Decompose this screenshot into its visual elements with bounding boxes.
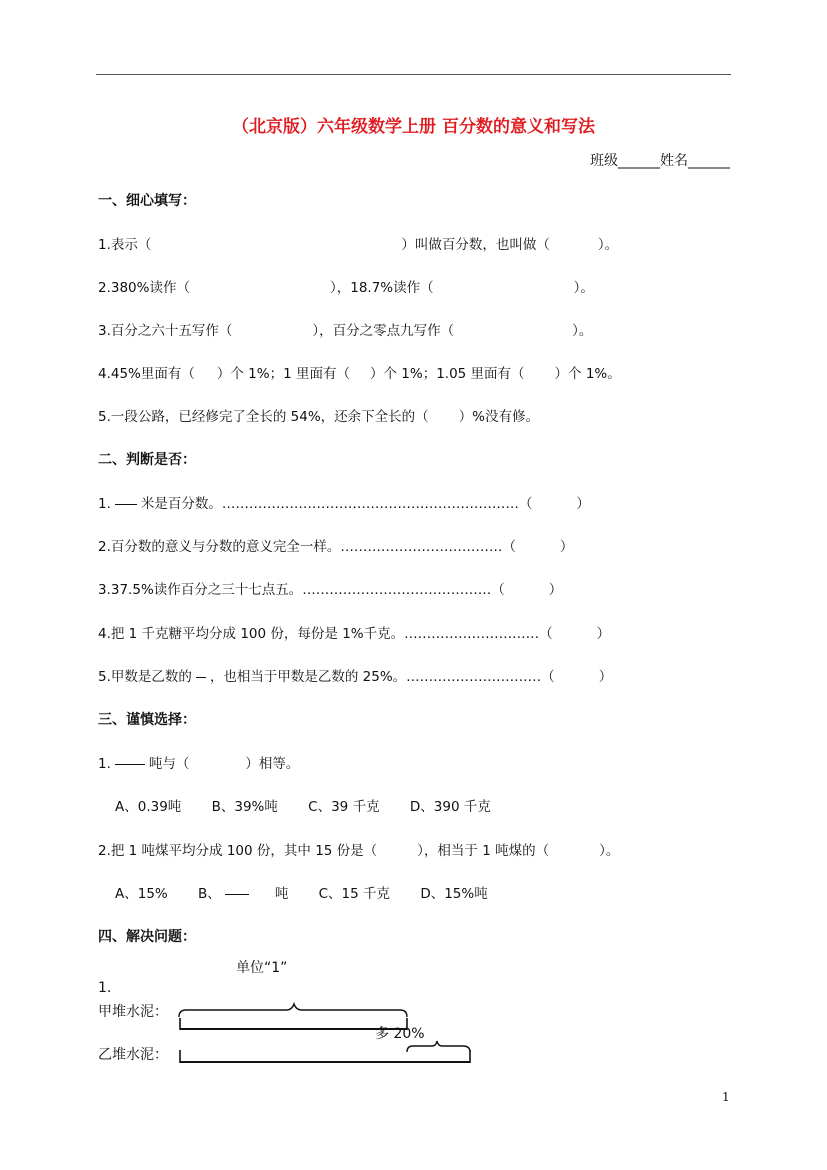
judge-question-3: 3.37.5%读作百分之三十七点五。……………………………………（ ） xyxy=(98,582,563,598)
section-heading-fill: 一、细心填写： xyxy=(98,193,196,209)
section-heading-problem: 四、解决问题： xyxy=(98,929,196,945)
extra-brace xyxy=(407,1041,470,1052)
judge-question-2: 2.百分数的意义与分数的意义完全一样。………………………………（ ） xyxy=(98,539,574,555)
option-d: D、15%吨 xyxy=(420,886,488,902)
option-a: A、0.39吨 xyxy=(115,799,182,815)
section-heading-choice: 三、谨慎选择： xyxy=(98,712,196,728)
fill-question-3: 3.百分之六十五写作（ ），百分之零点九写作（ ）。 xyxy=(98,323,593,339)
unit-brace xyxy=(179,1004,407,1017)
more-percent-label: 多 20% xyxy=(375,1026,425,1042)
judge-question-5: 5.甲数是乙数的 ，也相当于甲数是乙数的 25%。…………………………（ ） xyxy=(98,669,613,685)
fill-question-2: 2.380%读作（ ），18.7%读作（ ）。 xyxy=(98,280,594,296)
section-heading-judge: 二、判断是否： xyxy=(98,452,196,468)
choice-question-2: 2.把 1 吨煤平均分成 100 份，其中 15 份是（ ），相当于 1 吨煤的（ ）。 xyxy=(98,843,620,859)
problem-number: 1. xyxy=(98,980,112,996)
judge-question-4: 4.把 1 千克糖平均分成 100 份，每份是 1%千克。…………………………（ ） xyxy=(98,626,611,642)
page-title: （北京版）六年级数学上册 百分数的意义和写法 xyxy=(232,117,595,137)
fill-question-4: 4.45%里面有（ ）个 1%；1 里面有（ ）个 1%；1.05 里面有（ ）个 1%。 xyxy=(98,366,621,382)
class-name-line: 班级______姓名______ xyxy=(590,153,730,169)
option-d: D、390 千克 xyxy=(409,799,491,815)
fill-question-1: 1.表示（ ）叫做百分数，也叫做（ ）。 xyxy=(98,237,619,253)
choice-question-1: 1. 吨与（ ）相等。 xyxy=(98,756,300,772)
jia-label: 甲堆水泥： xyxy=(98,1004,168,1020)
option-c: C、15 千克 xyxy=(318,886,391,902)
option-a: A、15% xyxy=(115,886,168,902)
judge-question-1: 1. 米是百分数。…………………………………………………………（ ） xyxy=(98,496,590,512)
unit-one-label: 单位“1” xyxy=(236,960,288,976)
page-number: 1 xyxy=(722,1090,730,1104)
fill-question-5: 5.一段公路，已经修完了全长的 54%，还余下全长的（ ）%没有修。 xyxy=(98,409,540,425)
option-b: B、39%吨 xyxy=(211,799,278,815)
option-c: C、39 千克 xyxy=(308,799,380,815)
yi-label: 乙堆水泥： xyxy=(98,1047,168,1063)
option-b: B、 吨 xyxy=(198,886,289,902)
